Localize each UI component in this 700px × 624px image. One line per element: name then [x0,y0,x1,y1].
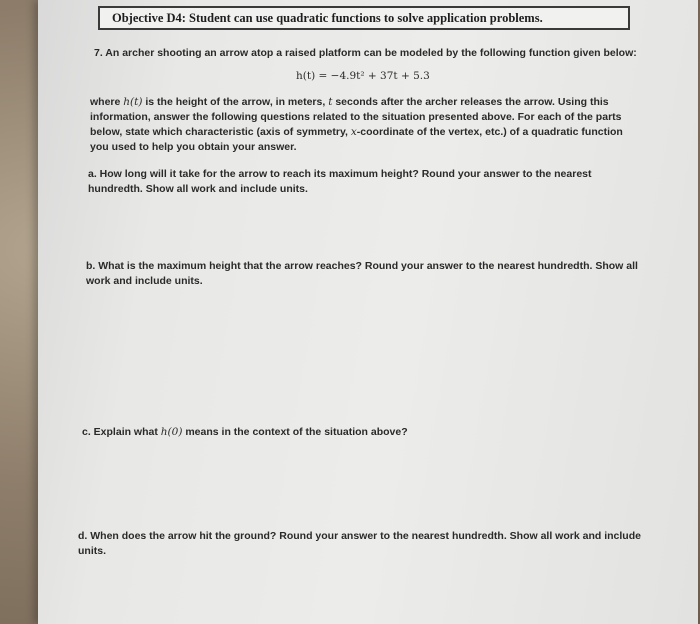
question-7-intro: 7. An archer shooting an arrow atop a raised platform can be modeled by the following function given below: [94,47,637,59]
question-c [82,425,642,440]
para-t-variable: t [328,96,333,108]
para-h-of-t: h(t) [123,96,143,108]
objective-title: Objective D4: Student can use quadratic functions to solve application problems. [112,10,543,25]
para-text-4: (axis of symmetry, [253,126,351,138]
qc-h-of-zero: h(0) [160,426,183,438]
question-a: a. How long will it take for the arrow to reach its maximum height? Round your answer to the nearest hundredth. Show all work and include units. [88,168,592,195]
para-text-5: -coordinate of the vertex, etc.) of a quadratic function you used to help you obtain your answer. [90,126,623,153]
qc-text-2: means in the context of the situation above? [182,426,408,438]
para-emphasis: state which characteristic [125,126,254,138]
qc-text-1: c. Explain what [82,426,161,438]
para-text-3: seconds after the archer releases the arrow. Using this information, answer the following questions related to the situation presented above. For each of the parts below, [90,96,622,138]
para-x-variable: x [350,126,357,138]
height-function-formula: h(t) = −4.9t² + 37t + 5.3 [296,70,430,82]
objective-box [98,6,630,30]
instructions-paragraph [90,95,640,155]
para-text-1: where [90,96,124,108]
question-b: b. What is the maximum height that the arrow reaches? Round your answer to the nearest hundredth. Show all work and include units. [86,260,638,287]
para-text-2: is the height of the arrow, in meters, [142,96,329,108]
question-d: d. When does the arrow hit the ground? Round your answer to the nearest hundredth. Show all work and include units. [78,530,641,557]
